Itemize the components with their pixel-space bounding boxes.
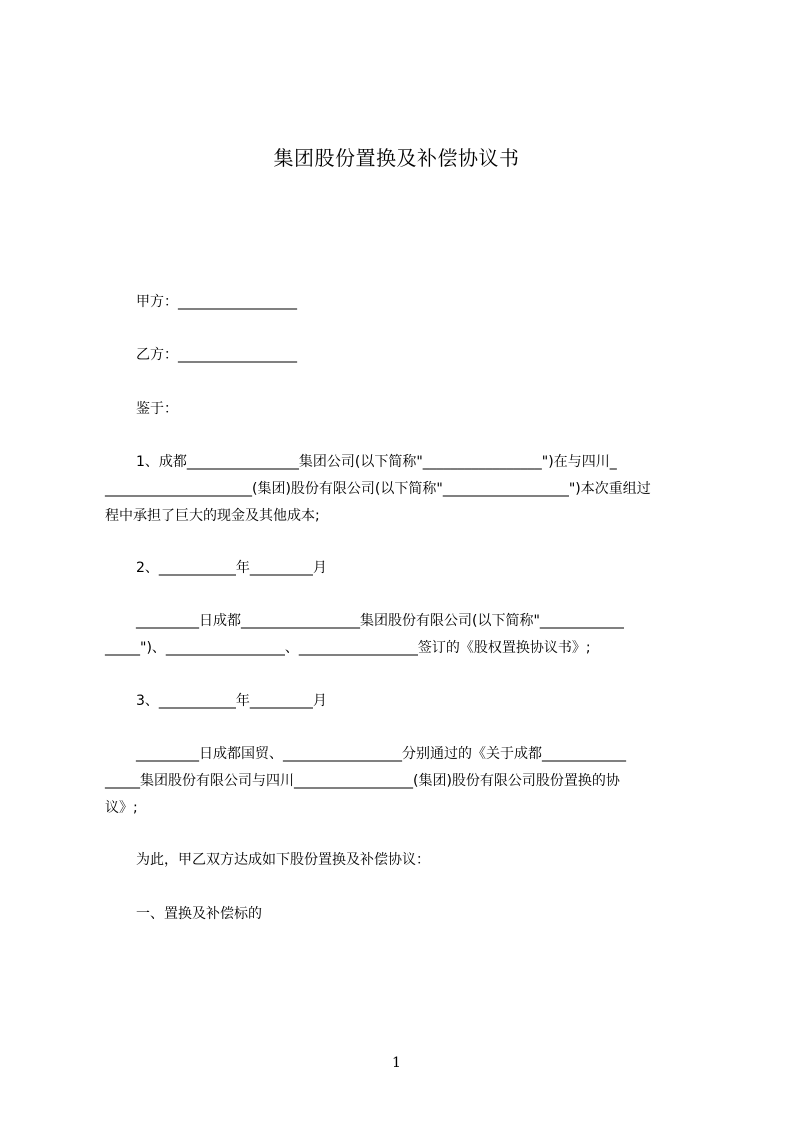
document-title: 集团股份置换及补偿协议书 <box>273 146 520 170</box>
section-1-heading: 一、置换及补偿标的 <box>136 906 262 922</box>
item-3-detail-line-1: _________日成都国贸、_________________分别通过的《关于成都____________ <box>136 746 626 762</box>
item-2-date-line: 2、___________年_________月 <box>136 560 327 576</box>
party-a-line: 甲方：_________________ <box>136 294 297 310</box>
item-3-detail-line-2: _____集团股份有限公司与四川_________________(集团)股份有限公司股份置换的协 <box>105 773 620 789</box>
party-b-line: 乙方：_________________ <box>136 347 297 363</box>
item-1-line-1: 1、成都________________集团公司(以下简称"_________________")在与四川_ <box>136 454 617 470</box>
item-2-detail-line-1: _________日成都_________________集团股份有限公司(以下简称"____________ <box>136 613 624 629</box>
item-3-date-line: 3、___________年_________月 <box>136 693 327 709</box>
conclusion-line: 为此，甲乙双方达成如下股份置换及补偿协议： <box>136 852 430 868</box>
page-number: 1 <box>392 1055 401 1071</box>
item-2-detail-line-2: _____")、_________________、_________________签订的《股权置换协议书》; <box>105 640 591 656</box>
item-1-line-3: 程中承担了巨大的现金及其他成本; <box>105 508 320 524</box>
item-1-line-2: _____________________(集团)股份有限公司(以下简称"__________________")本次重组过 <box>105 481 651 497</box>
whereas-label: 鉴于： <box>136 401 178 417</box>
item-3-detail-line-3: 议》; <box>105 800 138 816</box>
